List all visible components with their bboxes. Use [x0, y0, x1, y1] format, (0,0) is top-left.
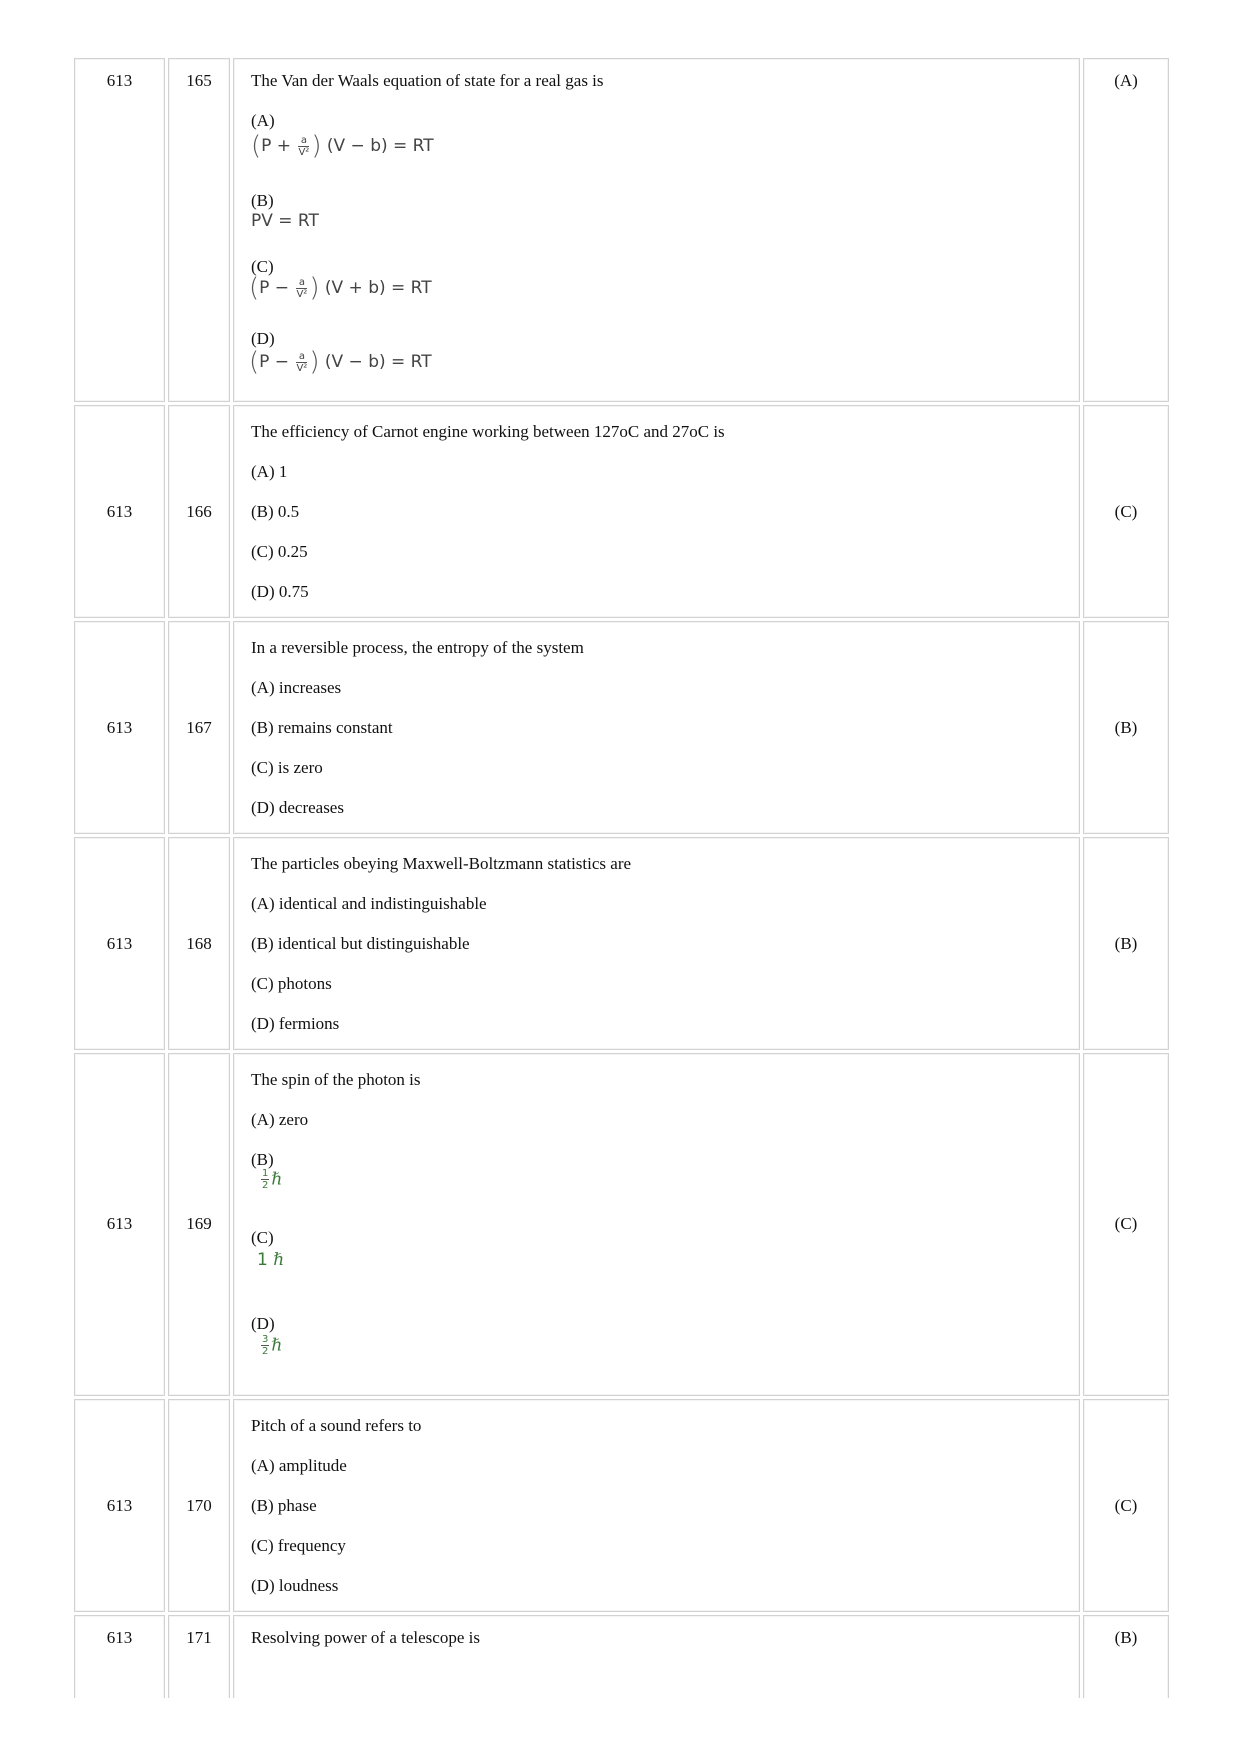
answer: (B): [1114, 934, 1138, 953]
table-row: [72, 58, 1171, 402]
option: (B) 0.5: [251, 502, 300, 521]
paper-code: 613: [106, 1628, 133, 1647]
paper-code: 613: [106, 1496, 133, 1515]
answer: (B): [1114, 718, 1138, 737]
hbar-icon: ℏ: [271, 1169, 283, 1190]
question-number-cell: [168, 1399, 230, 1612]
question-cell: [233, 1399, 1080, 1612]
answer-cell: [1083, 837, 1169, 1050]
option-label: (D): [251, 1314, 275, 1333]
question-cell: [233, 837, 1080, 1050]
table-row: [72, 1399, 1171, 1612]
question-number: 165: [186, 71, 212, 90]
question-cell: [233, 621, 1080, 834]
paper-code-cell: [74, 58, 165, 402]
answer-cell: [1083, 1615, 1169, 1698]
table-row: [72, 1053, 1171, 1396]
answer-cell: [1083, 58, 1169, 402]
option: (C) frequency: [251, 1536, 346, 1555]
answer-cell: [1083, 405, 1169, 618]
question-cell: [233, 58, 1080, 402]
answer-cell: [1083, 1399, 1169, 1612]
option: (D) 0.75: [251, 582, 309, 601]
question-number-cell: [168, 1053, 230, 1396]
question-number: 170: [186, 1496, 212, 1515]
question-number: 169: [186, 1214, 212, 1233]
option-label: (A): [251, 111, 275, 130]
question-number: 166: [186, 502, 212, 521]
question-text: The spin of the photon is: [251, 1070, 421, 1089]
option: (B) phase: [251, 1496, 317, 1515]
answer: (C): [1114, 502, 1138, 521]
option-equation: PV = RT: [251, 211, 319, 231]
option-equation: (P + $\frac{a}{\text{V²}}$ ) (V − b) = RT: [251, 131, 434, 161]
answer-cell: [1083, 621, 1169, 834]
question-number: 167: [186, 718, 212, 737]
answer: (A): [1114, 71, 1138, 90]
table-row: [72, 837, 1171, 1050]
option-equation: (P − $\frac{a}{\text{V²}}$ ) (V + b) = RT: [249, 273, 432, 303]
answer-cell: [1083, 1053, 1169, 1396]
option: (D) decreases: [251, 798, 344, 817]
option: (A) increases: [251, 678, 342, 697]
paper-code: 613: [106, 718, 133, 737]
option-equation: 1 ℏ: [257, 1250, 285, 1270]
option-label: (B): [251, 191, 274, 210]
paper-code: 613: [106, 502, 133, 521]
option-label: (D): [251, 329, 275, 348]
option: (D) loudness: [251, 1576, 339, 1595]
option-equation: $\frac{1}{2}$ ℏ: [262, 1168, 283, 1191]
question-number-cell: [168, 405, 230, 618]
question-text: The Van der Waals equation of state for a real gas is: [251, 71, 604, 90]
table-row: [72, 1615, 1171, 1698]
paper-code-cell: [74, 1615, 165, 1698]
question-cell: [233, 1615, 1080, 1698]
question-cell: [233, 405, 1080, 618]
question-number-cell: [168, 58, 230, 402]
option-label: (C): [251, 257, 274, 276]
option: (A) 1: [251, 462, 288, 481]
answer: (C): [1114, 1496, 1138, 1515]
paper-code-cell: [74, 405, 165, 618]
option: (C) photons: [251, 974, 332, 993]
answer: (C): [1114, 1214, 1138, 1233]
paper-code-cell: [74, 1399, 165, 1612]
option: (D) fermions: [251, 1014, 340, 1033]
question-text: Pitch of a sound refers to: [251, 1416, 422, 1435]
option: (C) is zero: [251, 758, 323, 777]
question-text: In a reversible process, the entropy of the system: [251, 638, 584, 657]
paper-code: 613: [106, 71, 133, 90]
option: (A) zero: [251, 1110, 309, 1129]
question-text: Resolving power of a telescope is: [251, 1628, 480, 1647]
paper-code: 613: [106, 1214, 133, 1233]
question-number: 171: [186, 1628, 212, 1647]
option: (B) remains constant: [251, 718, 393, 737]
paper-code: 613: [106, 934, 133, 953]
question-number: 168: [186, 934, 212, 953]
hbar-icon: ℏ: [271, 1335, 283, 1356]
question-cell: [233, 1053, 1080, 1396]
option: (A) amplitude: [251, 1456, 347, 1475]
option-label: (C): [251, 1228, 274, 1247]
question-text: The efficiency of Carnot engine working between 127oC and 27oC is: [251, 422, 725, 441]
question-number-cell: [168, 837, 230, 1050]
paper-code-cell: [74, 837, 165, 1050]
option: (A) identical and indistinguishable: [251, 894, 487, 913]
option: (C) 0.25: [251, 542, 308, 561]
question-text: The particles obeying Maxwell-Boltzmann statistics are: [251, 854, 632, 873]
table-row: [72, 621, 1171, 834]
question-table: [72, 58, 1171, 1698]
option: (B) identical but distinguishable: [251, 934, 470, 953]
option-label: (B): [251, 1150, 274, 1169]
question-number-cell: [168, 621, 230, 834]
question-number-cell: [168, 1615, 230, 1698]
answer: (B): [1114, 1628, 1138, 1647]
hbar-icon: ℏ: [273, 1250, 285, 1270]
option-equation: $\frac{3}{2}$ ℏ: [262, 1334, 283, 1357]
paper-code-cell: [74, 621, 165, 834]
paper-code-cell: [74, 1053, 165, 1396]
table-row: [72, 405, 1171, 618]
option-equation: (P − $\frac{a}{\text{V²}}$ ) (V − b) = RT: [249, 347, 432, 377]
